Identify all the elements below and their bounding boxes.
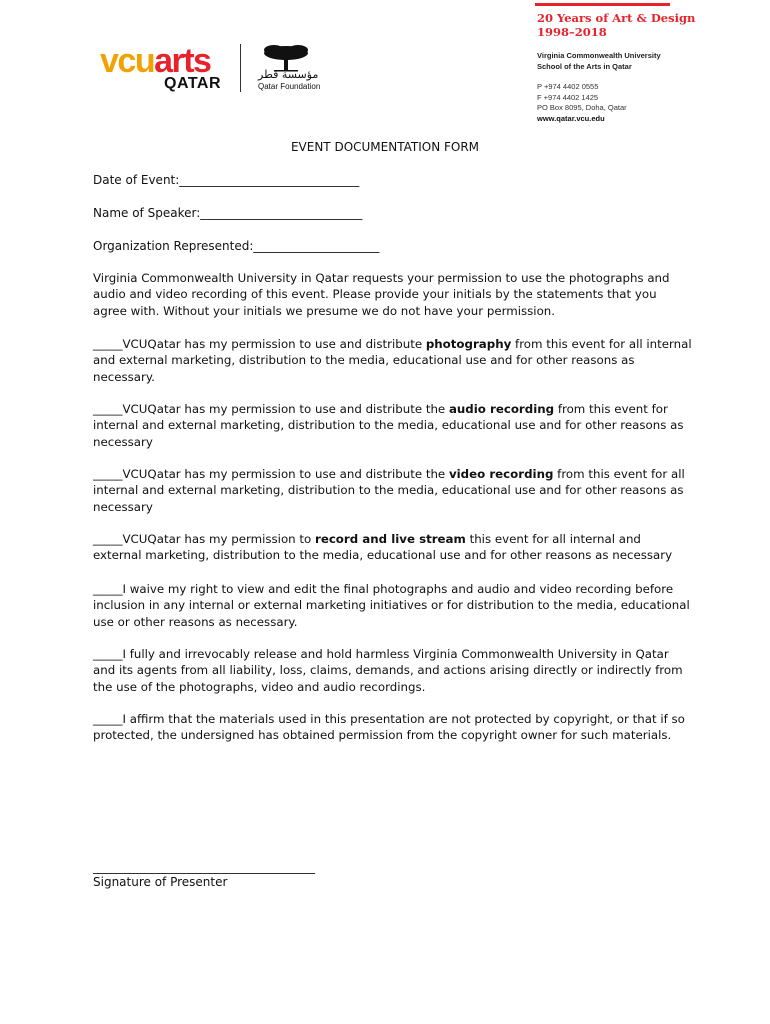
clause-bold: audio recording [448, 402, 555, 416]
anniversary-line-1: 20 Years of Art & Design [537, 11, 696, 25]
clause-bold: photography [425, 337, 512, 351]
form-title: EVENT DOCUMENTATION FORM [290, 140, 480, 154]
university-name [537, 50, 757, 72]
logo-qatar-text: QATAR [164, 75, 222, 92]
intro-paragraph: Virginia Commonwealth University in Qatar requests your permission to use the photographs and audio and video recording of this event. Please provide your initials by the statements that you agree with. Without your initials we presume we do not have your permission. [93, 271, 670, 318]
qatar-foundation-name: Qatar Foundation [258, 82, 321, 91]
organization-field[interactable]: Organization Represented:_____________________ [93, 239, 380, 253]
clause-audio-recording[interactable] [93, 401, 693, 450]
clause-post: from this event for all internal and external marketing, distribution to the media, educational use and for other reasons as necessary. [93, 337, 692, 384]
contact-phone: P +974 4402 0555 [537, 82, 599, 91]
vcuarts-logo [100, 44, 210, 78]
signature-label: Signature of Presenter [93, 875, 228, 889]
anniversary-text [537, 11, 737, 39]
clause-bold: video recording [448, 467, 554, 481]
clause-pre: _____VCUQatar has my permission to use and distribute the [93, 467, 449, 481]
clause-release[interactable]: _____I fully and irrevocably release and hold harmless Virginia Commonwealth University in Qatar and its agents from all liability, loss, claims, demands, and actions arising directly or indirectly from the use of the photographs, video and audio recordings. [93, 647, 683, 694]
clause-copyright[interactable]: _____I affirm that the materials used in this presentation are not protected by copyright, or that if so protected, the undersigned has obtained permission from the copyright owner for such materials. [93, 712, 685, 743]
clause-photography[interactable] [93, 336, 693, 385]
contact-fax: F +974 4402 1425 [537, 92, 599, 102]
logo-arts-text: arts [154, 42, 211, 80]
contact-po-box: PO Box 8095, Doha, Qatar [537, 103, 627, 112]
logo-vcu-text: vcu [100, 42, 155, 80]
university-line-1: Virginia Commonwealth University [537, 51, 661, 60]
clause-bold: record and live stream [315, 532, 466, 546]
date-of-event-field[interactable]: Date of Event:______________________________ [93, 173, 360, 187]
clause-waiver[interactable]: _____I waive my right to view and edit the final photographs and audio and video recording before inclusion in any internal or external marketing initiatives or for distribution to the media, educational use or other reasons as necessary. [93, 582, 690, 629]
anniversary-line-2: 1998–2018 [537, 25, 607, 39]
clause-live-stream[interactable] [93, 531, 693, 564]
contact-block [537, 82, 757, 124]
clause-post: from this event for internal and external marketing, distribution to the media, educational use and for other reasons as necessary [93, 402, 684, 449]
name-of-speaker-field[interactable]: Name of Speaker:___________________________ [93, 206, 363, 220]
header-accent-bar [535, 3, 670, 6]
qatar-foundation-arabic: مؤسسة قطر [258, 68, 319, 81]
clause-post: from this event for all internal and external marketing, distribution to the media, educational use and for other reasons as necessary [93, 467, 685, 514]
clause-post: this event for all internal and external marketing, distribution to the media, educational use and for other reasons as necessary [93, 532, 673, 563]
signature-line[interactable]: _____________________________________ [93, 860, 315, 874]
clause-video-recording[interactable] [93, 466, 693, 515]
clause-pre: _____VCUQatar has my permission to use and distribute [93, 337, 426, 351]
contact-website: www.qatar.vcu.edu [537, 113, 605, 123]
clause-pre: _____VCUQatar has my permission to use and distribute the [93, 402, 449, 416]
clause-pre: _____VCUQatar has my permission to [93, 532, 315, 546]
logo-divider [240, 44, 241, 92]
university-line-2: School of the Arts in Qatar [537, 62, 632, 71]
